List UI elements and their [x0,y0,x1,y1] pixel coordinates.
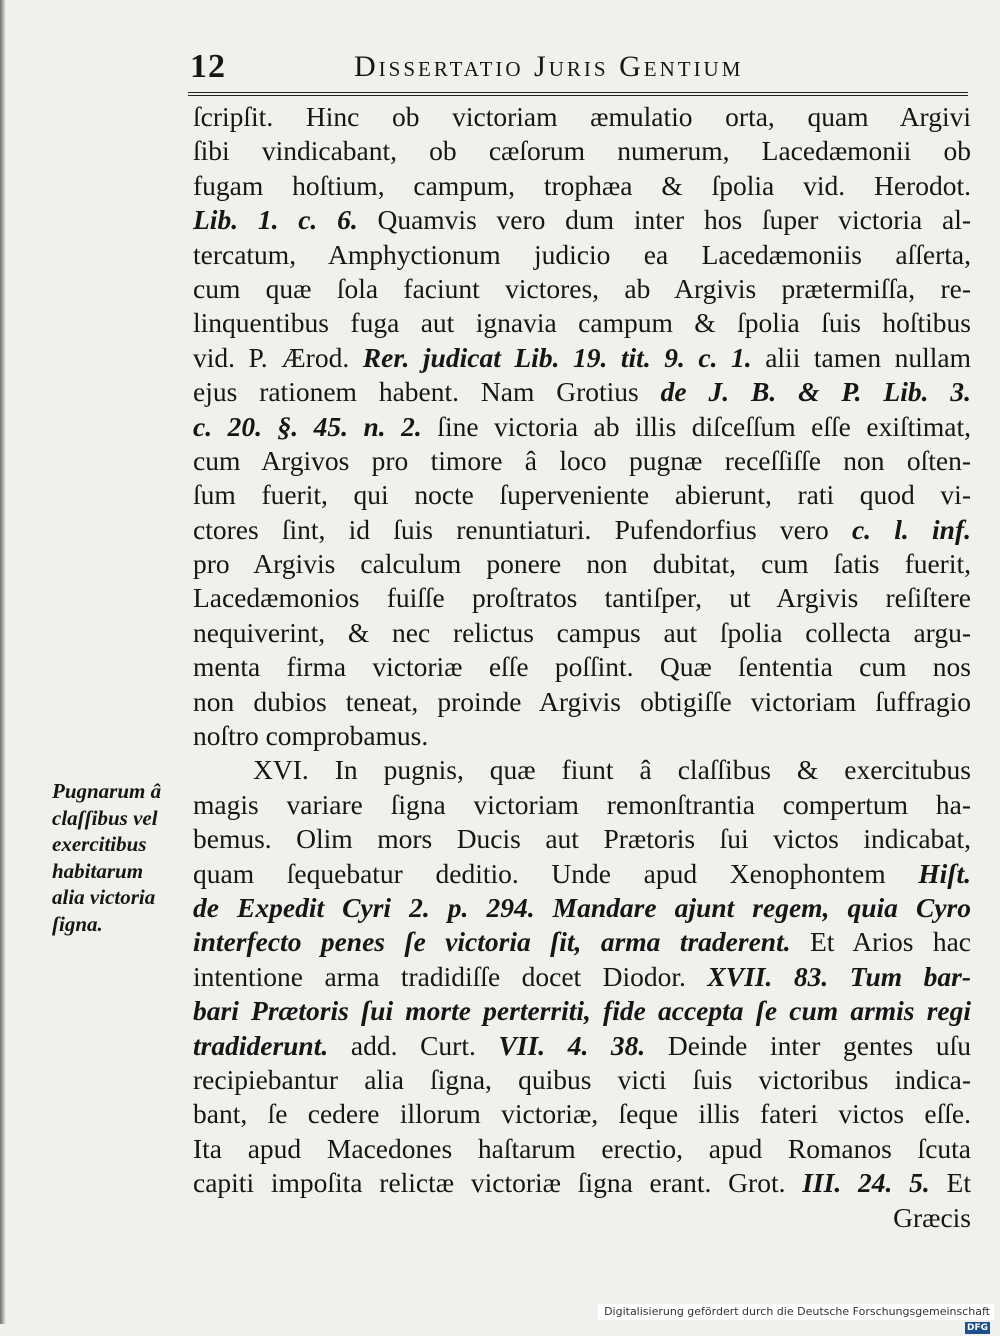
text-segment: fugam hoſtium, campum, trophæa & ſpolia vid. Herodot. [193,169,971,201]
citation-text: de J. B. & P. Lib. 3. [660,376,971,408]
citation-text: Hiſt. [918,857,971,889]
text-line [193,685,971,719]
text-line [193,100,971,134]
text-line [193,410,971,444]
text-segment: non dubios teneat, proinde Argivis obtigiſſe victoriam ſuffragio [193,685,971,717]
text-line [193,1097,971,1131]
margin-note-line: ſigna. [52,911,103,936]
text-segment: ſibi vindicabant, ob cæſorum numerum, Lacedæmonii ob [193,135,971,167]
text-line [193,753,971,787]
text-line [193,1201,971,1235]
text-line [193,341,971,375]
text-line [193,513,971,547]
text-line [193,169,971,203]
page-header [190,48,970,88]
margin-note-line: Pugnarum â [52,779,162,803]
citation-text: tradiderunt. [193,1029,329,1061]
body-text [193,100,971,1235]
text-line [193,581,971,615]
margin-note [52,778,192,937]
digitization-footer [598,1304,994,1333]
text-segment: add. Curt. [328,1029,499,1061]
text-line [193,857,971,891]
text-line [193,375,971,409]
citation-text: bari Prætoris ſui morte perterriti, fide accepta ſe cum armis regi [193,995,971,1027]
text-segment: Quamvis vero dum inter hos ſuper victoria al- [357,204,971,236]
text-segment: linquentibus fuga aut ignavia campum & ſpolia ſuis hoſtibus [193,307,971,339]
citation-text: XVII. 83. Tum bar- [707,960,971,992]
text-segment: Lacedæmonios fuiſſe proſtratos tantiſper, ut Argivis reſiſtere [193,582,971,614]
footer-credit: Digitalisierung gefördert durch die Deutsche Forschungsgemeinschaft [604,1305,990,1318]
margin-note-line: habitarum [52,858,144,883]
text-segment: ſum fuerit, qui nocte ſuperveniente abierunt, rati quod vi- [193,479,971,511]
citation-text: Lib. 1. c. 6. [193,204,358,236]
text-segment: Ita apud Macedones haſtarum erectio, apud Romanos ſcuta [193,1132,971,1164]
text-segment: alii tamen nullam [751,341,971,373]
page-binding-shadow [0,0,6,1324]
text-segment: ſcripſit. Hinc ob victoriam æmulatio orta, quam Argivi [193,101,971,132]
text-segment: ejus rationem habent. Nam Grotius [193,376,661,408]
text-segment: ſine victoria ab illis diſceſſum eſſe exiſtimat, [421,410,971,442]
text-segment: cum quæ ſola faciunt victores, ab Argivis prætermiſſa, re- [193,272,971,304]
text-line [193,788,971,822]
text-segment: ctores ſint, id ſuis renuntiaturi. Pufendorfius vero [193,513,852,545]
text-line [193,994,971,1028]
text-line [193,478,971,512]
text-line [193,306,971,340]
text-line [193,960,971,994]
text-segment: bemus. Olim mors Ducis aut Prætoris ſui victos indicabat, [193,823,971,855]
header-rule [188,92,968,96]
text-line [193,1063,971,1097]
citation-text: de Expedit Cyri 2. p. 294. Mandare ajunt regem, quia Cyro [193,891,971,923]
text-line [193,1029,971,1063]
text-line [193,650,971,684]
text-line [193,616,971,650]
text-segment: magis variare ſigna victoriam remonſtrantia compertum ha- [193,788,971,820]
text-line [193,272,971,306]
citation-text: Rer. judicat Lib. 19. tit. 9. c. 1. [362,341,752,373]
page-number: 12 [190,48,226,85]
margin-note-line: claſſibus vel [52,805,158,830]
text-line [193,925,971,959]
text-line [193,203,971,237]
text-line [193,134,971,168]
text-segment: cum Argivos pro timore â loco pugnæ receſſiſſe non oſten- [193,444,971,476]
running-title: Dissertatio Juris Gentium [354,50,744,83]
citation-text: c. 20. §. 45. n. 2. [193,410,422,442]
citation-text: c. l. inf. [851,513,971,545]
margin-note-line: exercitibus [52,832,147,856]
margin-note-line: alia victoria [52,885,156,909]
text-segment: nequiverint, & nec relictus campus aut ſpolia collecta argu- [193,616,971,648]
text-segment: intentione arma tradidiſſe docet Diodor. [193,960,708,992]
text-segment: noſtro comprobamus. [193,720,429,752]
text-segment: recipiebantur alia ſigna, quibus victi ſuis victoribus indica- [193,1063,971,1095]
text-segment: tercatum, Amphyctionum judicio ea Lacedæmoniis aſſerta, [193,238,971,270]
text-segment: pro Argivis calculum ponere non dubitat, cum ſatis fuerit, [193,548,971,580]
text-segment: quam ſequebatur deditio. Unde apud Xenophontem [193,857,919,889]
citation-text: interfecto penes ſe victoria ſit, arma traderent. [193,926,791,958]
text-line [193,1166,971,1200]
text-segment: capiti impoſita relictæ victoriæ ſigna erant. Grot. [193,1167,803,1199]
text-line [193,238,971,272]
text-line [193,719,971,753]
text-line [193,547,971,581]
text-segment: XVI. In pugnis, quæ fiunt â claſſibus & exercitubus [253,754,971,786]
citation-text: III. 24. 5. [802,1167,930,1199]
text-segment: vid. P. Ærod. [193,341,363,373]
text-line [193,444,971,478]
text-segment: Deinde inter gentes uſu [645,1029,971,1061]
text-segment: bant, ſe cedere illorum victoriæ, ſeque illis fateri victos eſſe. [193,1098,971,1130]
text-line [193,891,971,925]
text-segment: Et Arios hac [790,926,971,958]
text-segment: Et [929,1167,971,1199]
text-line [193,822,971,856]
text-segment: menta firma victoriæ eſſe poſſint. Quæ ſententia cum nos [193,651,971,683]
text-line [193,1132,971,1166]
citation-text: VII. 4. 38. [498,1029,646,1061]
text-segment: Græcis [893,1201,971,1233]
dfg-logo-icon: DFG [966,1323,988,1333]
